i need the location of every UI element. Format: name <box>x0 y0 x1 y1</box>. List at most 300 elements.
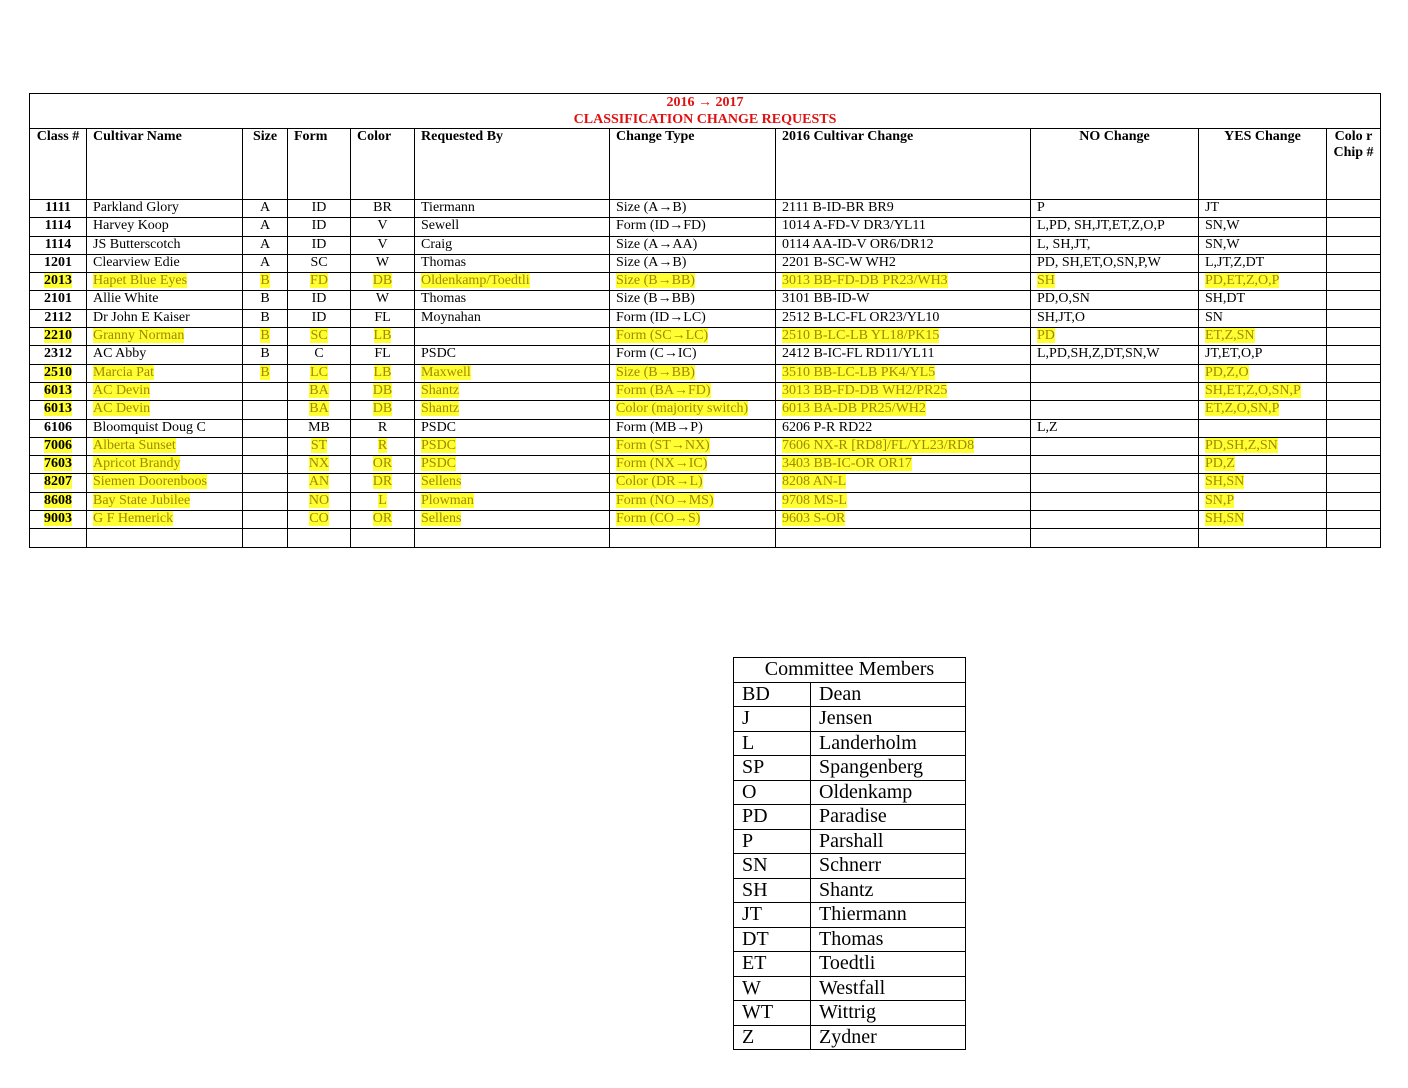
row-class <box>30 474 87 492</box>
row-size <box>243 200 288 218</box>
table-row <box>30 236 1381 254</box>
row-class-text: 9003 <box>44 511 72 527</box>
table-row <box>30 401 1381 419</box>
row-2016-change <box>776 401 1031 419</box>
row-size-text: A <box>259 218 271 234</box>
row-form <box>288 309 351 327</box>
row-change-type-text: Size (B→BB) <box>616 273 695 289</box>
row-form <box>288 218 351 236</box>
table-row <box>30 328 1381 346</box>
member-code: W <box>734 976 811 1001</box>
row-2016-change <box>776 291 1031 309</box>
row-2016-change-text: 6013 BA-DB PR25/WH2 <box>782 401 926 417</box>
row-requested-by-text: Maxwell <box>421 364 471 380</box>
member-code: BD <box>734 682 811 707</box>
row-change-type <box>610 291 776 309</box>
row-cultivar <box>87 437 243 455</box>
row-color-text: LB <box>373 328 392 344</box>
empty-cell <box>288 529 351 547</box>
committee-member-row <box>734 829 966 854</box>
row-cultivar-text: Bay State Jubilee <box>93 492 191 508</box>
header-form: Form <box>288 129 351 200</box>
row-no-change <box>1031 200 1199 218</box>
row-cultivar <box>87 309 243 327</box>
row-no-change <box>1031 236 1199 254</box>
member-code: Z <box>734 1025 811 1050</box>
row-yes-change-text: SN,P <box>1205 492 1235 508</box>
row-color-chip <box>1327 328 1381 346</box>
row-yes-change-text: PD,SH,Z,SN <box>1205 437 1278 453</box>
row-class <box>30 492 87 510</box>
row-cultivar-text: Alberta Sunset <box>93 437 176 453</box>
row-cultivar <box>87 511 243 529</box>
row-yes-change-text: SN <box>1205 309 1223 325</box>
row-color-text: DB <box>372 382 393 398</box>
row-color <box>351 328 415 346</box>
row-form <box>288 474 351 492</box>
row-color <box>351 218 415 236</box>
row-form <box>288 419 351 437</box>
member-name: Shantz <box>811 878 966 903</box>
row-2016-change <box>776 364 1031 382</box>
row-size <box>243 456 288 474</box>
row-color-chip <box>1327 309 1381 327</box>
empty-cell <box>243 529 288 547</box>
row-yes-change-text: SH,ET,Z,O,SN,P <box>1205 382 1301 398</box>
row-yes-change <box>1199 291 1327 309</box>
row-change-type-text: Color (majority switch) <box>616 401 749 417</box>
row-requested-by <box>415 309 610 327</box>
row-requested-by <box>415 273 610 291</box>
member-name: Paradise <box>811 805 966 830</box>
row-no-change <box>1031 492 1199 510</box>
member-name: Parshall <box>811 829 966 854</box>
row-change-type-text: Form (SC→LC) <box>616 328 709 344</box>
row-yes-change <box>1199 492 1327 510</box>
row-class <box>30 291 87 309</box>
row-change-type <box>610 236 776 254</box>
row-change-type <box>610 419 776 437</box>
row-class <box>30 309 87 327</box>
row-2016-change-text: 6206 P-R RD22 <box>782 419 873 435</box>
row-form-text: CO <box>309 511 329 527</box>
committee-member-row <box>734 976 966 1001</box>
row-2016-change-text: 3403 BB-IC-OR OR17 <box>782 456 912 472</box>
row-requested-by-text: PSDC <box>421 419 457 435</box>
row-cultivar-text: JS Butterscotch <box>93 236 181 252</box>
row-class-text: 6106 <box>44 419 72 435</box>
row-form-text: ID <box>311 309 327 325</box>
row-cultivar <box>87 236 243 254</box>
row-requested-by <box>415 474 610 492</box>
row-requested-by-text: Thomas <box>421 254 467 270</box>
row-change-type <box>610 511 776 529</box>
row-color-chip <box>1327 364 1381 382</box>
committee-member-row <box>734 756 966 781</box>
member-name: Westfall <box>811 976 966 1001</box>
committee-member-row <box>734 707 966 732</box>
header-requested-by: Requested By <box>415 129 610 200</box>
table-row <box>30 273 1381 291</box>
row-size <box>243 309 288 327</box>
row-cultivar-text: AC Abby <box>93 346 147 362</box>
empty-cell <box>87 529 243 547</box>
row-form <box>288 200 351 218</box>
row-class-text: 7603 <box>44 456 72 472</box>
member-code: JT <box>734 903 811 928</box>
empty-cell <box>610 529 776 547</box>
table-row <box>30 419 1381 437</box>
row-form-text: MB <box>308 419 330 435</box>
row-yes-change <box>1199 456 1327 474</box>
row-form-text: SC <box>310 254 328 270</box>
row-change-type <box>610 364 776 382</box>
row-color-chip <box>1327 401 1381 419</box>
row-2016-change <box>776 437 1031 455</box>
row-color-text: OR <box>372 511 393 527</box>
row-form <box>288 437 351 455</box>
row-no-change <box>1031 382 1199 400</box>
row-class-text: 1114 <box>44 218 72 234</box>
row-class-text: 6013 <box>44 401 72 417</box>
row-no-change-text: PD <box>1037 328 1055 344</box>
row-yes-change <box>1199 401 1327 419</box>
row-class <box>30 218 87 236</box>
row-form-text: ID <box>311 291 327 307</box>
row-yes-change-text: L,JT,Z,DT <box>1205 254 1265 270</box>
row-color-text: FL <box>374 346 391 362</box>
row-cultivar-text: Apricot Brandy <box>93 456 181 472</box>
row-requested-by <box>415 346 610 364</box>
row-no-change-text: L,Z <box>1037 419 1058 435</box>
header-yes-change: YES Change <box>1199 129 1327 200</box>
row-2016-change <box>776 492 1031 510</box>
row-yes-change <box>1199 328 1327 346</box>
row-size <box>243 346 288 364</box>
row-requested-by-text: Sellens <box>421 474 462 490</box>
row-class-text: 1201 <box>44 254 72 270</box>
row-cultivar <box>87 474 243 492</box>
row-yes-change-text: JT <box>1205 200 1219 215</box>
row-size-text: B <box>260 309 270 325</box>
row-requested-by-text: Oldenkamp/Toedtli <box>421 273 530 289</box>
row-color <box>351 401 415 419</box>
member-code: P <box>734 829 811 854</box>
row-cultivar-text: Granny Norman <box>93 328 185 344</box>
table-row <box>30 437 1381 455</box>
row-size <box>243 511 288 529</box>
row-change-type <box>610 218 776 236</box>
row-no-change <box>1031 419 1199 437</box>
row-class-text: 2013 <box>44 273 72 289</box>
row-cultivar <box>87 200 243 218</box>
row-color-chip <box>1327 511 1381 529</box>
row-requested-by <box>415 254 610 272</box>
row-color-chip <box>1327 474 1381 492</box>
row-cultivar <box>87 218 243 236</box>
row-requested-by <box>415 492 610 510</box>
member-code: DT <box>734 927 811 952</box>
row-form <box>288 328 351 346</box>
row-form <box>288 273 351 291</box>
row-no-change <box>1031 309 1199 327</box>
row-form <box>288 456 351 474</box>
row-2016-change-text: 2201 B-SC-W WH2 <box>782 254 896 270</box>
row-no-change-text: PD, SH,ET,O,SN,P,W <box>1037 254 1161 270</box>
row-2016-change-text: 7606 NX-R [RD8]/FL/YL23/RD8 <box>782 437 975 453</box>
row-color-text: R <box>377 419 388 435</box>
row-cultivar-text: Harvey Koop <box>93 218 169 234</box>
row-class <box>30 236 87 254</box>
row-cultivar-text: Marcia Pat <box>93 364 155 380</box>
row-no-change <box>1031 364 1199 382</box>
row-size <box>243 364 288 382</box>
row-size <box>243 328 288 346</box>
row-change-type <box>610 200 776 218</box>
table-row <box>30 382 1381 400</box>
row-form-text: SC <box>310 328 328 344</box>
row-yes-change-text: ET,Z,SN <box>1205 328 1255 344</box>
row-2016-change-text: 3013 BB-FD-DB WH2/PR25 <box>782 382 948 398</box>
row-size <box>243 218 288 236</box>
committee-table <box>733 657 966 1050</box>
member-name: Jensen <box>811 707 966 732</box>
committee-member-row <box>734 854 966 879</box>
classification-table <box>29 93 1381 548</box>
row-change-type-text: Size (A→B) <box>616 200 687 215</box>
member-code: SP <box>734 756 811 781</box>
row-no-change <box>1031 456 1199 474</box>
committee-member-row <box>734 1001 966 1026</box>
row-color-text: DB <box>372 273 393 289</box>
header-cultivar: Cultivar Name <box>87 129 243 200</box>
row-2016-change <box>776 456 1031 474</box>
row-requested-by <box>415 401 610 419</box>
header-change-type: Change Type <box>610 129 776 200</box>
row-color <box>351 200 415 218</box>
row-no-change <box>1031 291 1199 309</box>
row-color <box>351 474 415 492</box>
row-cultivar <box>87 492 243 510</box>
row-class-text: 8608 <box>44 492 72 508</box>
table-row <box>30 346 1381 364</box>
table-row <box>30 309 1381 327</box>
row-color-chip <box>1327 218 1381 236</box>
row-change-type-text: Form (ST→NX) <box>616 437 710 453</box>
row-class-text: 2510 <box>44 364 72 380</box>
row-color <box>351 254 415 272</box>
row-yes-change-text: SN,W <box>1205 236 1240 252</box>
row-change-type-text: Form (CO→S) <box>616 511 701 527</box>
row-form-text: ID <box>311 236 327 252</box>
row-form-text: FD <box>310 273 328 289</box>
row-size <box>243 474 288 492</box>
row-form-text: C <box>314 346 324 362</box>
row-color-text: L <box>378 492 387 508</box>
row-class <box>30 273 87 291</box>
row-2016-change-text: 2111 B-ID-BR BR9 <box>782 200 894 215</box>
row-yes-change-text: PD,ET,Z,O,P <box>1205 273 1280 289</box>
row-yes-change <box>1199 419 1327 437</box>
row-change-type-text: Size (A→B) <box>616 254 687 270</box>
empty-cell <box>776 529 1031 547</box>
row-2016-change-text: 3510 BB-LC-LB PK4/YL5 <box>782 364 936 380</box>
row-change-type <box>610 328 776 346</box>
row-size <box>243 236 288 254</box>
row-class-text: 6013 <box>44 382 72 398</box>
row-requested-by <box>415 200 610 218</box>
row-class <box>30 328 87 346</box>
member-name: Schnerr <box>811 854 966 879</box>
row-change-type <box>610 273 776 291</box>
row-form <box>288 291 351 309</box>
row-size-text: A <box>259 200 271 215</box>
row-requested-by-text: PSDC <box>421 346 457 362</box>
row-cultivar-text: G F Hemerick <box>93 511 174 527</box>
header-no-change: NO Change <box>1031 129 1199 200</box>
row-no-change-text: L, SH,JT, <box>1037 236 1091 252</box>
member-name: Toedtli <box>811 952 966 977</box>
row-color-chip <box>1327 419 1381 437</box>
row-yes-change <box>1199 474 1327 492</box>
table-row <box>30 200 1381 218</box>
member-name: Landerholm <box>811 731 966 756</box>
row-2016-change <box>776 419 1031 437</box>
row-yes-change <box>1199 511 1327 529</box>
row-yes-change-text: SN,W <box>1205 218 1240 234</box>
row-class <box>30 254 87 272</box>
row-form-text: NX <box>308 456 330 472</box>
row-color-chip <box>1327 346 1381 364</box>
member-name: Thiermann <box>811 903 966 928</box>
row-cultivar-text: Siemen Doorenboos <box>93 474 207 490</box>
row-yes-change-text: SH,SN <box>1205 511 1245 527</box>
row-2016-change-text: 2512 B-LC-FL OR23/YL10 <box>782 309 940 325</box>
committee-member-row <box>734 903 966 928</box>
row-change-type <box>610 456 776 474</box>
committee-member-row <box>734 731 966 756</box>
row-2016-change <box>776 511 1031 529</box>
row-class-text: 8207 <box>44 474 72 490</box>
row-form-text: LC <box>310 364 328 380</box>
row-color-text: BR <box>373 200 392 215</box>
row-requested-by-text: Sewell <box>421 218 460 234</box>
row-requested-by <box>415 291 610 309</box>
row-requested-by <box>415 218 610 236</box>
row-yes-change-text: JT,ET,O,P <box>1205 346 1263 362</box>
table-row <box>30 474 1381 492</box>
header-row <box>30 129 1381 200</box>
empty-cell <box>30 529 87 547</box>
row-cultivar <box>87 456 243 474</box>
row-cultivar <box>87 382 243 400</box>
row-2016-change-text: 3013 BB-FD-DB PR23/WH3 <box>782 273 948 289</box>
row-2016-change <box>776 382 1031 400</box>
row-2016-change <box>776 254 1031 272</box>
row-class <box>30 200 87 218</box>
row-change-type-text: Form (BA→FD) <box>616 382 711 398</box>
row-cultivar-text: Hapet Blue Eyes <box>93 273 188 289</box>
row-size <box>243 291 288 309</box>
row-no-change <box>1031 401 1199 419</box>
row-color-chip <box>1327 273 1381 291</box>
row-size-text: B <box>260 346 270 362</box>
row-size <box>243 254 288 272</box>
row-requested-by-text: Sellens <box>421 511 462 527</box>
row-no-change <box>1031 346 1199 364</box>
row-form-text: ID <box>311 200 327 215</box>
row-yes-change-text: PD,Z,O <box>1205 364 1249 380</box>
member-code: SH <box>734 878 811 903</box>
table-row <box>30 291 1381 309</box>
row-2016-change-text: 3101 BB-ID-W <box>782 291 870 307</box>
row-cultivar-text: Clearview Edie <box>93 254 180 270</box>
header-2016-change: 2016 Cultivar Change <box>776 129 1031 200</box>
row-requested-by-text: Plowman <box>421 492 474 508</box>
member-name: Spangenberg <box>811 756 966 781</box>
row-cultivar-text: AC Devin <box>93 401 151 417</box>
member-code: PD <box>734 805 811 830</box>
row-2016-change <box>776 346 1031 364</box>
row-form-text: BA <box>309 382 329 398</box>
row-change-type <box>610 492 776 510</box>
row-requested-by-text: Shantz <box>421 401 460 417</box>
row-class <box>30 511 87 529</box>
row-color <box>351 456 415 474</box>
committee-list <box>734 682 966 1050</box>
table-row <box>30 254 1381 272</box>
row-change-type-text: Form (ID→FD) <box>616 218 706 234</box>
row-no-change-text: L,PD,SH,Z,DT,SN,W <box>1037 346 1160 362</box>
row-size-text: B <box>260 291 270 307</box>
row-yes-change <box>1199 273 1327 291</box>
table-row <box>30 218 1381 236</box>
row-class <box>30 382 87 400</box>
row-form <box>288 401 351 419</box>
row-color-chip <box>1327 200 1381 218</box>
row-yes-change-text: ET,Z,O,SN,P <box>1205 401 1280 417</box>
row-cultivar <box>87 364 243 382</box>
row-requested-by <box>415 511 610 529</box>
member-name: Thomas <box>811 927 966 952</box>
row-color <box>351 309 415 327</box>
row-yes-change-text: PD,Z <box>1205 456 1235 472</box>
row-cultivar-text: Parkland Glory <box>93 200 179 215</box>
row-no-change <box>1031 273 1199 291</box>
row-size <box>243 382 288 400</box>
row-change-type-text: Form (NO→MS) <box>616 492 714 508</box>
row-2016-change <box>776 474 1031 492</box>
row-2016-change-text: 0114 AA-ID-V OR6/DR12 <box>782 236 934 252</box>
member-code: ET <box>734 952 811 977</box>
row-size-text: A <box>259 254 271 270</box>
row-cultivar-text: AC Devin <box>93 382 151 398</box>
committee-member-row <box>734 878 966 903</box>
row-yes-change <box>1199 346 1327 364</box>
row-color <box>351 291 415 309</box>
row-requested-by-text: Tiermann <box>421 200 475 215</box>
row-yes-change <box>1199 382 1327 400</box>
row-change-type <box>610 474 776 492</box>
row-color <box>351 382 415 400</box>
row-class-text: 1114 <box>44 236 72 252</box>
row-requested-by-text: PSDC <box>421 456 457 472</box>
row-change-type <box>610 382 776 400</box>
member-name: Dean <box>811 682 966 707</box>
header-size: Size <box>243 129 288 200</box>
committee-member-row <box>734 780 966 805</box>
row-form-text: AN <box>308 474 330 490</box>
